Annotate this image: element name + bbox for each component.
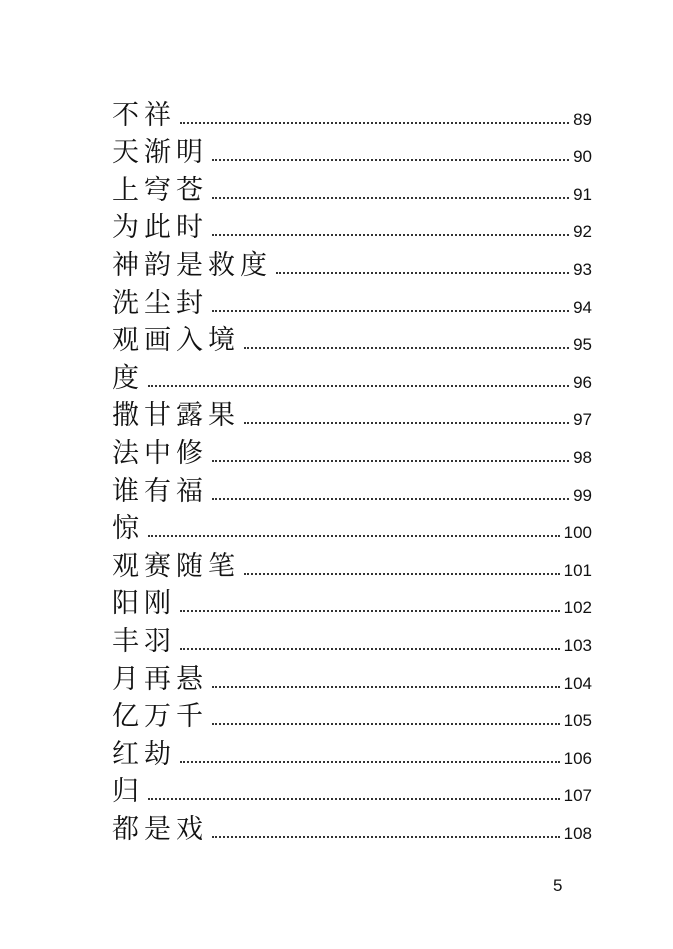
toc-dot-leader xyxy=(148,798,560,800)
toc-entry-page: 105 xyxy=(563,711,592,731)
toc-entry[interactable] xyxy=(112,394,592,432)
toc-entry-page: 103 xyxy=(563,635,592,655)
toc-entry-title: 惊 xyxy=(112,513,144,545)
toc-entry[interactable] xyxy=(112,507,592,545)
toc-entry-page: 102 xyxy=(563,598,592,618)
toc-dot-leader xyxy=(212,836,560,838)
toc-entry-title: 洗尘封 xyxy=(112,287,208,319)
toc-entry[interactable] xyxy=(112,807,592,845)
toc-entry-title: 为此时 xyxy=(112,212,208,244)
toc-entry-title: 法中修 xyxy=(112,437,208,469)
toc-entry-page: 91 xyxy=(573,184,592,204)
toc-entry[interactable] xyxy=(112,657,592,695)
toc-entry[interactable] xyxy=(112,582,592,620)
toc-entry-title: 神韵是救度 xyxy=(112,249,272,281)
toc-entry-title: 上穹苍 xyxy=(112,174,208,206)
toc-entry-page: 106 xyxy=(563,748,592,768)
toc-entry-page: 98 xyxy=(573,447,592,467)
toc-entry[interactable] xyxy=(112,319,592,357)
toc-entry-title: 丰羽 xyxy=(112,625,176,657)
toc-dot-leader xyxy=(276,272,569,274)
toc-dot-leader xyxy=(212,498,569,500)
toc-entry-title: 度 xyxy=(112,362,144,394)
toc-dot-leader xyxy=(212,197,569,199)
toc-dot-leader xyxy=(148,385,569,387)
toc-entry-page: 92 xyxy=(573,222,592,242)
toc-entry[interactable] xyxy=(112,469,592,507)
table-of-contents xyxy=(112,93,592,845)
toc-entry-page: 99 xyxy=(573,485,592,505)
toc-entry-page: 101 xyxy=(563,560,592,580)
toc-dot-leader xyxy=(180,761,560,763)
toc-entry-page: 100 xyxy=(563,523,592,543)
toc-entry-title: 月再悬 xyxy=(112,663,208,695)
toc-entry-title: 红劫 xyxy=(112,738,176,770)
toc-entry-page: 89 xyxy=(573,109,592,129)
toc-entry[interactable] xyxy=(112,93,592,131)
toc-entry-page: 95 xyxy=(573,335,592,355)
toc-entry-page: 90 xyxy=(573,147,592,167)
toc-entry[interactable] xyxy=(112,131,592,169)
toc-dot-leader xyxy=(244,573,560,575)
toc-entry-title: 都是戏 xyxy=(112,813,208,845)
toc-entry-page: 104 xyxy=(563,673,592,693)
toc-dot-leader xyxy=(212,460,569,462)
toc-entry-title: 阳刚 xyxy=(112,588,176,620)
toc-dot-leader xyxy=(212,723,560,725)
toc-entry-title: 归 xyxy=(112,776,144,808)
toc-entry-page: 94 xyxy=(573,297,592,317)
toc-dot-leader xyxy=(212,234,569,236)
page-number: 5 xyxy=(553,876,563,895)
toc-entry[interactable] xyxy=(112,695,592,733)
toc-entry-title: 亿万千 xyxy=(112,701,208,733)
toc-dot-leader xyxy=(148,535,560,537)
toc-dot-leader xyxy=(244,347,569,349)
toc-entry-page: 108 xyxy=(563,823,592,843)
toc-entry[interactable] xyxy=(112,168,592,206)
toc-entry-title: 不祥 xyxy=(112,99,176,131)
toc-entry[interactable] xyxy=(112,770,592,808)
toc-entry[interactable] xyxy=(112,732,592,770)
toc-entry[interactable] xyxy=(112,431,592,469)
toc-dot-leader xyxy=(244,422,569,424)
toc-entry[interactable] xyxy=(112,356,592,394)
toc-entry-page: 93 xyxy=(573,259,592,279)
toc-dot-leader xyxy=(180,610,560,612)
toc-entry-page: 107 xyxy=(563,786,592,806)
toc-entry-title: 谁有福 xyxy=(112,475,208,507)
toc-dot-leader xyxy=(180,122,569,124)
toc-entry[interactable] xyxy=(112,243,592,281)
toc-entry-page: 97 xyxy=(573,410,592,430)
toc-entry[interactable] xyxy=(112,206,592,244)
toc-entry-title: 撒甘露果 xyxy=(112,400,240,432)
toc-entry-title: 观画入境 xyxy=(112,325,240,357)
toc-dot-leader xyxy=(180,648,560,650)
toc-entry[interactable] xyxy=(112,619,592,657)
toc-dot-leader xyxy=(212,159,569,161)
toc-entry-title: 天渐明 xyxy=(112,137,208,169)
toc-entry[interactable] xyxy=(112,281,592,319)
toc-dot-leader xyxy=(212,686,560,688)
toc-entry[interactable] xyxy=(112,544,592,582)
toc-dot-leader xyxy=(212,310,569,312)
toc-entry-page: 96 xyxy=(573,372,592,392)
toc-entry-title: 观赛随笔 xyxy=(112,550,240,582)
